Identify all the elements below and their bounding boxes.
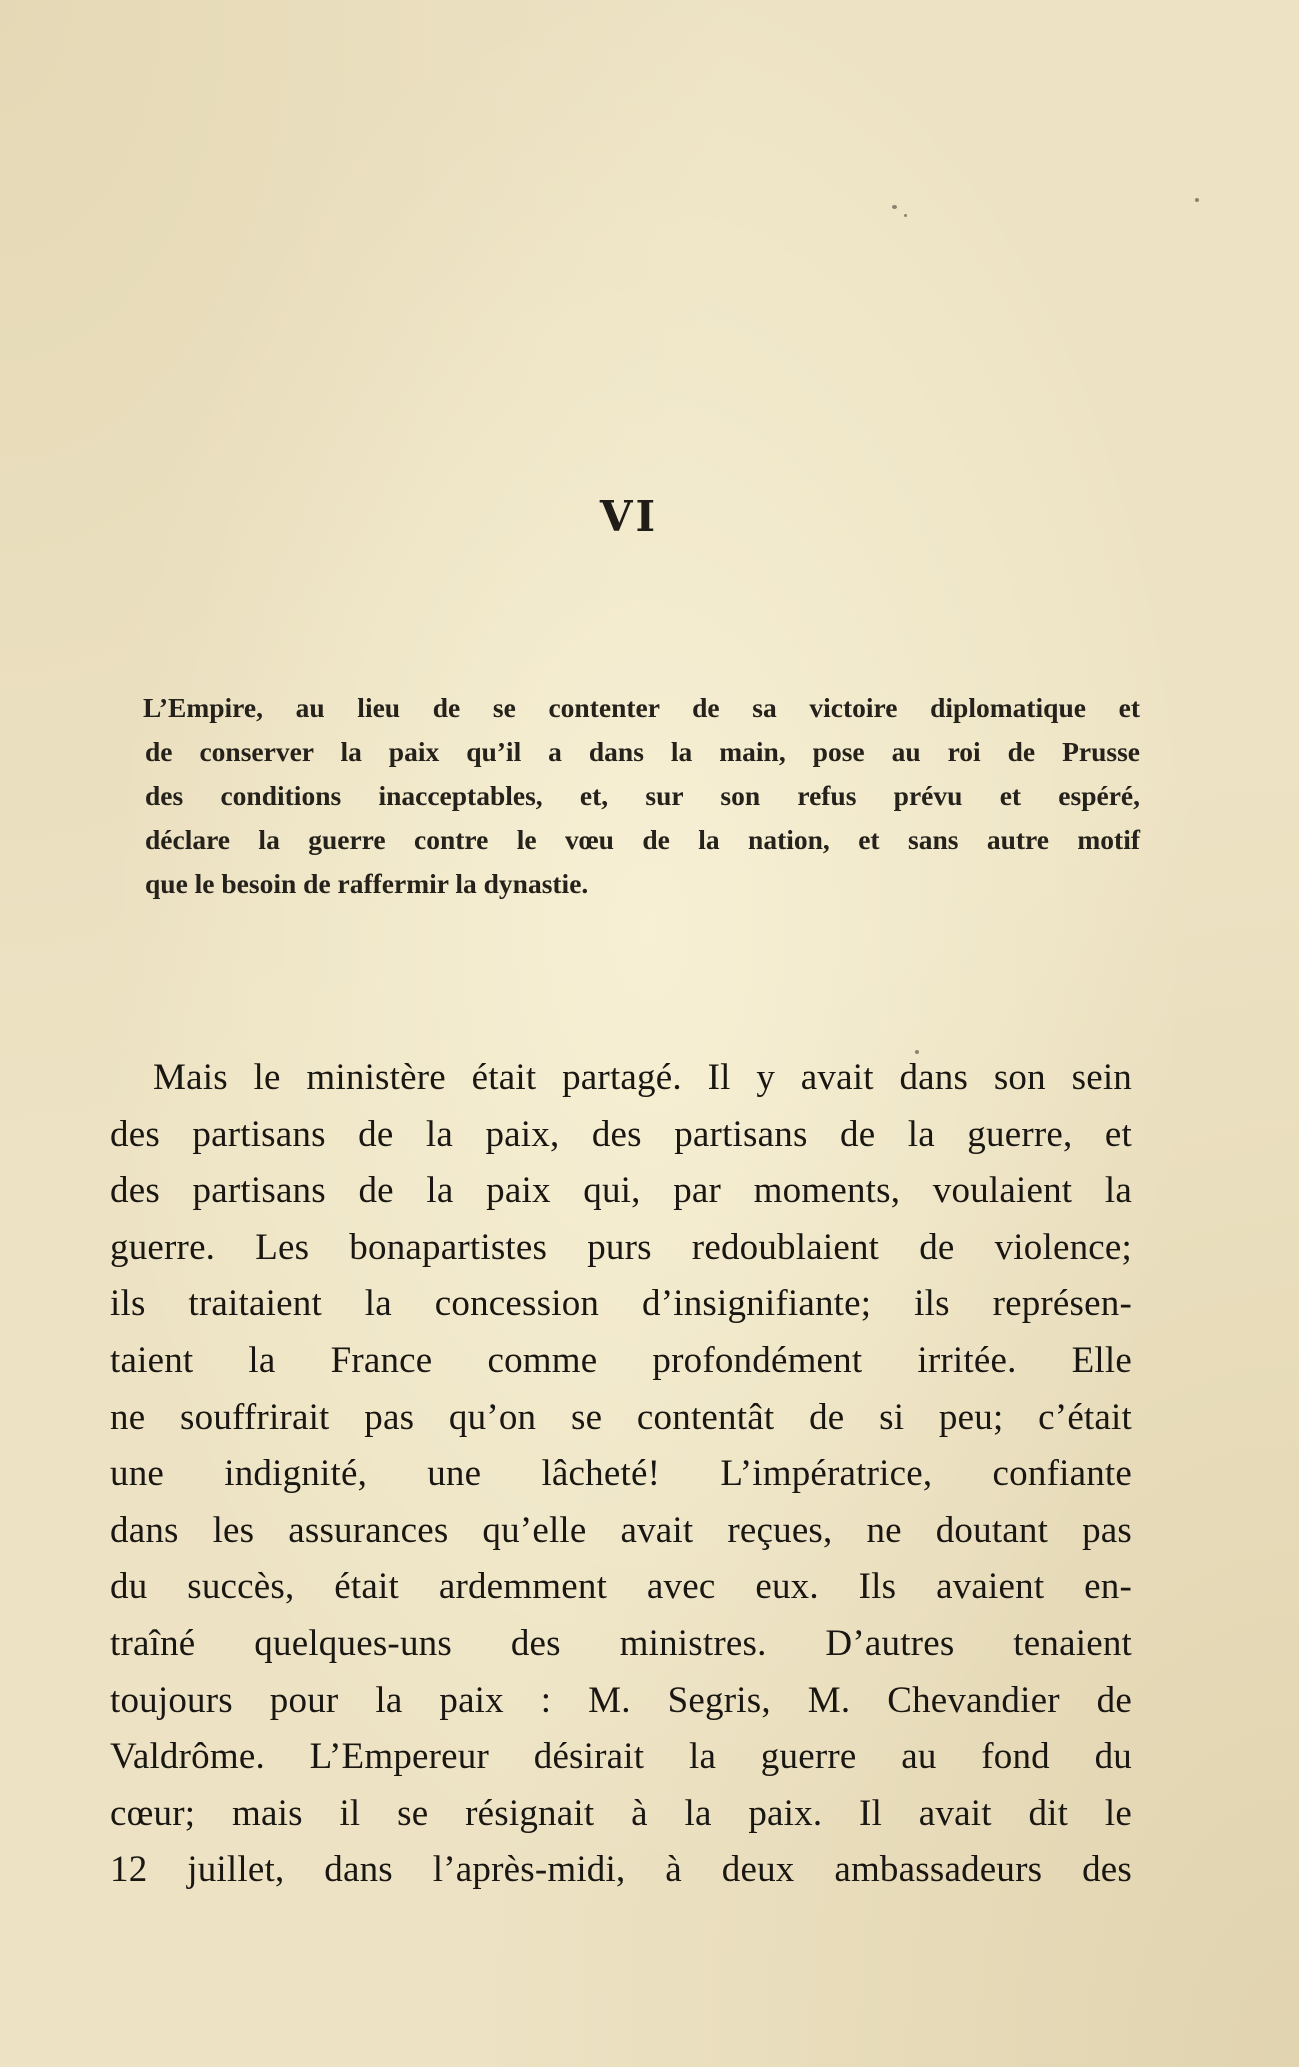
summary-line: que le besoin de raffermir la dynastie. bbox=[145, 868, 589, 899]
body-line: cœur; mais il se résignait à la paix. Il avait dit le bbox=[110, 1792, 1132, 1834]
chapter-number: VI bbox=[599, 492, 659, 541]
body-line: ne souffrirait pas qu’on se contentât de si peu; c’était bbox=[110, 1396, 1132, 1438]
body-line: Valdrôme. L’Empereur désirait la guerre au fond du bbox=[110, 1736, 1132, 1778]
summary-line: de conserver la paix qu’il a dans la main, pose au roi de Prusse bbox=[145, 736, 1140, 767]
body-line: des partisans de la paix, des partisans de la guerre, et bbox=[110, 1113, 1132, 1155]
body-line: taient la France comme profondément irritée. Elle bbox=[110, 1339, 1132, 1381]
body-line: toujours pour la paix : M. Segris, M. Chevandier de bbox=[110, 1679, 1132, 1721]
body-paragraph bbox=[110, 1050, 1132, 1899]
ink-speck bbox=[904, 214, 907, 217]
body-line: du succès, était ardemment avec eux. Ils avaient en- bbox=[110, 1566, 1132, 1608]
ink-speck bbox=[1195, 198, 1199, 202]
summary-line: L’Empire, au lieu de se contenter de sa victoire diplomatique et bbox=[143, 692, 1140, 723]
body-line: ils traitaient la concession d’insignifiante; ils représen- bbox=[110, 1283, 1132, 1325]
ink-speck bbox=[892, 205, 897, 209]
body-line: 12 juillet, dans l’après-midi, à deux ambassadeurs des bbox=[110, 1849, 1132, 1891]
body-line: une indignité, une lâcheté! L’impératrice, confiante bbox=[110, 1453, 1132, 1495]
body-line: guerre. Les bonapartistes purs redoublaient de violence; bbox=[110, 1226, 1132, 1268]
body-line: traîné quelques-uns des ministres. D’autres tenaient bbox=[110, 1622, 1132, 1664]
summary-line: déclare la guerre contre le vœu de la nation, et sans autre motif bbox=[145, 824, 1140, 855]
summary-line: des conditions inacceptables, et, sur son refus prévu et espéré, bbox=[145, 780, 1140, 811]
body-line: Mais le ministère était partagé. Il y avait dans son sein bbox=[153, 1057, 1132, 1098]
body-line: des partisans de la paix qui, par moments, voulaient la bbox=[110, 1170, 1132, 1212]
body-line: dans les assurances qu’elle avait reçues, ne doutant pas bbox=[110, 1509, 1132, 1551]
chapter-summary bbox=[143, 686, 1140, 906]
